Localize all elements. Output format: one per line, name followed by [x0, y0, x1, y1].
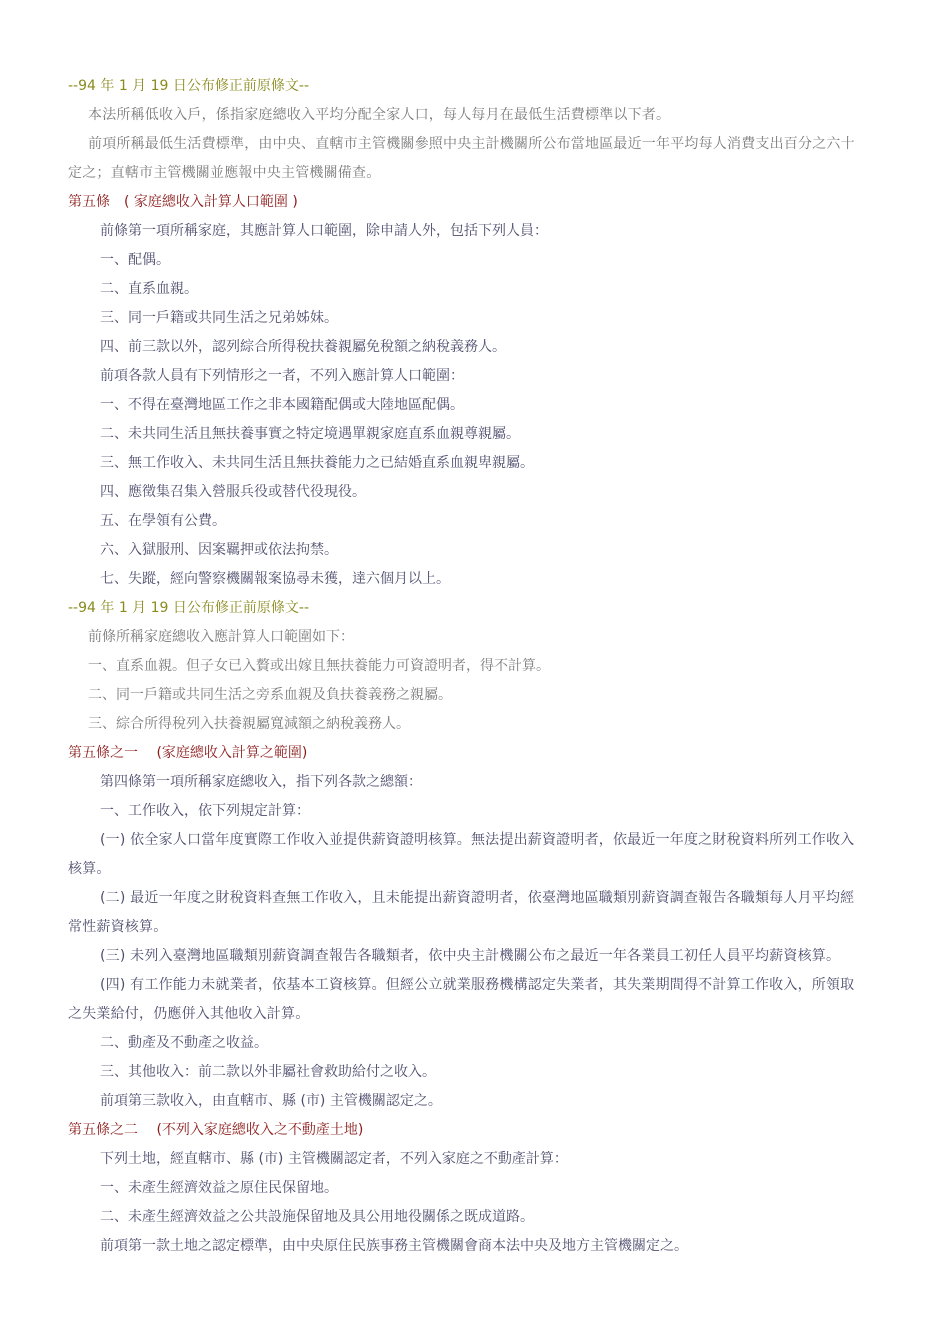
article-line: 一、不得在臺灣地區工作之非本國籍配偶或大陸地區配偶。: [100, 397, 464, 413]
article-line: 二、動產及不動產之收益。: [100, 1035, 268, 1051]
article-line: 前條第一項所稱家庭，其應計算人口範圍，除申請人外，包括下列人員：: [100, 223, 548, 239]
article-line: 前項第三款收入，由直轄市、縣 (市) 主管機關認定之。: [100, 1093, 442, 1109]
article-line: 四、應徵集召集入營服兵役或替代役現役。: [100, 484, 366, 500]
article-line: 一、工作收入，依下列規定計算：: [100, 803, 310, 819]
article-line: 第四條第一項所稱家庭總收入，指下列各款之總額：: [100, 774, 422, 790]
old-line: 二、同一戶籍或共同生活之旁系血親及負扶養義務之親屬。: [88, 687, 452, 703]
article-subitem: (二) 最近一年度之財稅資料查無工作收入，且未能提出薪資證明者，依臺灣地區職類別薪資調查報告各職類每人月平均經常性薪資核算。: [68, 890, 855, 935]
old-line: 三、綜合所得稅列入扶養親屬寬減額之納稅義務人。: [88, 716, 410, 732]
article-subitem: (一) 依全家人口當年度實際工作收入並提供薪資證明核算。無法提出薪資證明者，依最近一年度之財稅資料所列工作收入核算。: [68, 832, 855, 877]
article-line: 二、直系血親。: [100, 281, 198, 297]
article-title: 第五條 ( 家庭總收入計算人口範圍 ): [68, 194, 298, 210]
article-title: 第五條之二 (不列入家庭總收入之不動產土地): [68, 1122, 364, 1138]
article-line: 四、前三款以外，認列綜合所得稅扶養親屬免稅額之納稅義務人。: [100, 339, 506, 355]
old-line: 前條所稱家庭總收入應計算人口範圍如下：: [88, 629, 354, 645]
article-line: 前項第一款土地之認定標準，由中央原住民族事務主管機關會商本法中央及地方主管機關定之。: [100, 1238, 688, 1254]
article-subitem: (三) 未列入臺灣地區職類別薪資調查報告各職類者，依中央主計機關公布之最近一年各業員工初任人員平均薪資核算。: [100, 948, 841, 964]
amendment-heading: --94 年 1 月 19 日公布修正前原條文--: [68, 600, 309, 616]
document-page: [68, 72, 868, 1261]
article-line: 二、未共同生活且無扶養事實之特定境遇單親家庭直系血親尊親屬。: [100, 426, 520, 442]
old-line: 一、直系血親。但子女已入贅或出嫁且無扶養能力可資證明者，得不計算。: [88, 658, 550, 674]
article-line: 一、配偶。: [100, 252, 170, 268]
article-line: 二、未產生經濟效益之公共設施保留地及具公用地役關係之既成道路。: [100, 1209, 534, 1225]
article-line: 一、未產生經濟效益之原住民保留地。: [100, 1180, 338, 1196]
article-line: 五、在學領有公費。: [100, 513, 226, 529]
article-line: 六、入獄服刑、因案羈押或依法拘禁。: [100, 542, 338, 558]
article-line: 三、其他收入：前二款以外非屬社會救助給付之收入。: [100, 1064, 436, 1080]
old-paragraph: 本法所稱低收入戶，係指家庭總收入平均分配全家人口，每人每月在最低生活費標準以下者。: [88, 107, 671, 123]
article-line: 下列土地，經直轄市、縣 (市) 主管機關認定者，不列入家庭之不動產計算：: [100, 1151, 568, 1167]
article-title: 第五條之一 (家庭總收入計算之範圍): [68, 745, 308, 761]
amendment-heading: --94 年 1 月 19 日公布修正前原條文--: [68, 78, 309, 94]
article-line: 前項各款人員有下列情形之一者，不列入應計算人口範圍：: [100, 368, 464, 384]
article-line: 三、同一戶籍或共同生活之兄弟姊妹。: [100, 310, 338, 326]
old-paragraph: 前項所稱最低生活費標準，由中央、直轄市主管機關參照中央主計機關所公布當地區最近一年平均每人消費支出百分之六十定之；直轄市主管機關並應報中央主管機關備查。: [68, 136, 855, 181]
article-line: 三、無工作收入、未共同生活且無扶養能力之已結婚直系血親卑親屬。: [100, 455, 534, 471]
article-subitem: (四) 有工作能力未就業者，依基本工資核算。但經公立就業服務機構認定失業者，其失業期間得不計算工作收入，所領取之失業給付，仍應併入其他收入計算。: [68, 977, 855, 1022]
article-line: 七、失蹤，經向警察機關報案協尋未獲，達六個月以上。: [100, 571, 450, 587]
